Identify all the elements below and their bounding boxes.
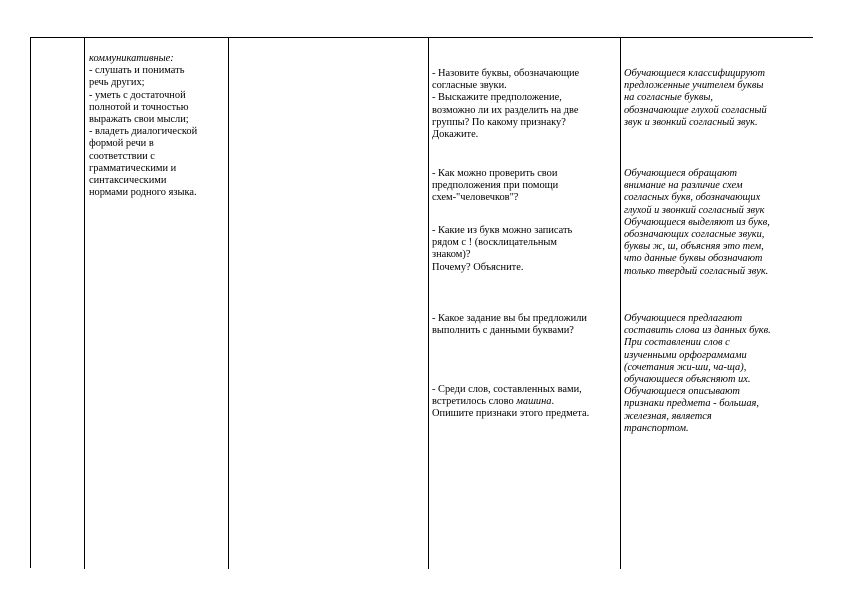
activity-2-line: Обучающиеся выделяют из букв,: [624, 216, 770, 228]
question-block-2: [432, 168, 613, 205]
activity-1-line: на согласные буквы,: [624, 92, 713, 104]
question-1-line: возможно ли их разделить на две: [432, 104, 579, 116]
activity-3-line: изученными орфограммами: [624, 349, 747, 361]
table-column-3: [229, 38, 429, 569]
question-5-line-3: Опишите признаки этого предмета.: [432, 408, 590, 420]
competency-line: речь других;: [89, 77, 145, 89]
activity-2-line: буквы ж, ш, объясняя это тем,: [624, 241, 764, 253]
question-block-4: [432, 313, 613, 337]
question-4-line: выполнить с данными буквами?: [432, 325, 574, 337]
activity-3-line: При составлении слов с: [624, 337, 730, 349]
activity-2-line: глухой и звонкий согласный звук: [624, 204, 765, 216]
question-3-line: знаком)?: [432, 249, 471, 261]
competency-line: выражать свои мысли;: [89, 114, 189, 126]
activity-2-line: обозначающих согласные звуки,: [624, 229, 765, 241]
activity-1-line: звук и звонкий согласный звук.: [624, 116, 758, 128]
question-block-5: [432, 384, 613, 421]
competency-line: синтаксическими: [89, 175, 167, 187]
competency-line: формой речи в: [89, 138, 154, 150]
competency-line: грамматическими и: [89, 162, 177, 174]
table-column-1: [31, 38, 85, 569]
competency-line: - владеть диалогической: [89, 126, 198, 138]
question-4-line: - Какое задание вы бы предложили: [432, 313, 587, 324]
activity-3-line: железная, является: [624, 410, 712, 422]
activity-3-line: признаки предмета - большая,: [624, 398, 759, 410]
question-2-line: - Как можно проверить свои: [432, 168, 558, 179]
competencies-heading: коммуникативные:: [89, 53, 174, 64]
activity-3-line: транспортом.: [624, 422, 689, 434]
competencies-list: [89, 65, 222, 199]
question-2-line: предположения при помощи: [432, 180, 559, 192]
question-5-line-2: встретилось слово машина.: [432, 396, 555, 408]
activity-2-line: только твердый согласный звук.: [624, 265, 769, 277]
activity-3-line: Обучающиеся описывают: [624, 386, 740, 398]
competency-line: полнотой и точностью: [89, 101, 189, 113]
question-3-line: - Какие из букв можно записать: [432, 225, 573, 236]
activity-2-line: что данные буквы обозначают: [624, 253, 763, 265]
activity-1-line: Обучающиеся классифицируют: [624, 68, 766, 79]
question-block-1: [432, 68, 613, 141]
competency-line: нормами родного языка.: [89, 187, 197, 199]
competencies-cell: [89, 53, 222, 199]
competency-line: - слушать и понимать: [89, 65, 185, 77]
activity-3-line: (сочетания жи-ши, ча-ща),: [624, 361, 747, 373]
question-1-line: Докажите.: [432, 129, 479, 141]
competency-line: - уметь с достаточной: [89, 89, 186, 101]
activity-block-2: [624, 168, 806, 278]
activity-1-line: предложенные учителем буквы: [624, 80, 764, 92]
activity-3-line: составить слова из данных букв.: [624, 325, 771, 337]
activity-2-line: внимание на различие схем: [624, 180, 743, 192]
question-1-line: - Выскажите предположение,: [432, 92, 562, 104]
activity-3-line: обучающиеся объясняют их.: [624, 374, 751, 386]
question-1-line: согласные звуки.: [432, 80, 507, 92]
question-1-line: - Назовите буквы, обозначающие: [432, 68, 580, 79]
activity-2-line: согласных букв, обозначающих: [624, 192, 761, 204]
activity-block-3: [624, 313, 806, 435]
question-5-line-1: - Среди слов, составленных вами,: [432, 384, 582, 395]
activity-3-line: Обучающиеся предлагают: [624, 313, 743, 324]
question-3-line: рядом с ! (восклицательным: [432, 237, 557, 249]
competency-line: соответствии с: [89, 150, 155, 162]
question-2-line: схем-"человечков"?: [432, 192, 519, 204]
activity-block-1: [624, 68, 806, 129]
activity-1-line: обозначающие глухой согласный: [624, 104, 767, 116]
question-3-line: Почему? Объясните.: [432, 261, 524, 273]
word-mashina: машина: [516, 396, 552, 408]
question-block-3: [432, 225, 613, 274]
question-1-line: группы? По какому признаку?: [432, 116, 566, 128]
activity-2-line: Обучающиеся обращают: [624, 168, 738, 179]
